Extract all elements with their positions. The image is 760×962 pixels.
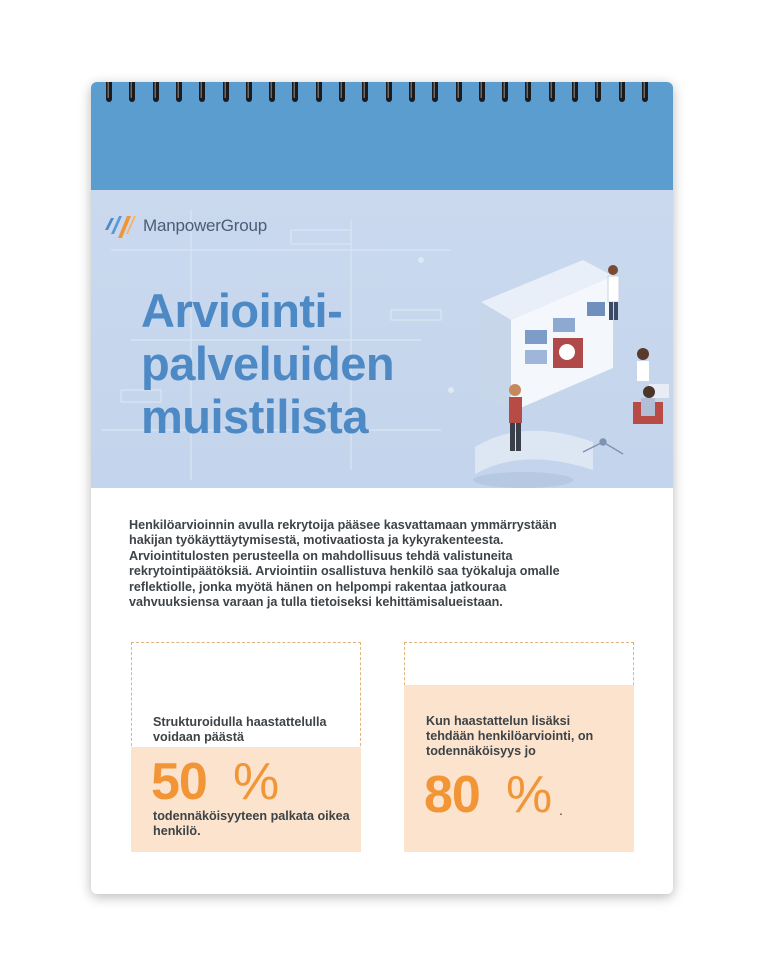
binding-ring (337, 82, 347, 104)
binding-ring (477, 82, 487, 104)
binding-ring (267, 82, 277, 104)
binding-ring (384, 82, 394, 104)
card1-tail: todennäköisyyteen palkata oikea henkilö. (153, 809, 350, 838)
binding-ring (127, 82, 137, 104)
spiral-binding (104, 82, 664, 106)
binding-ring (430, 82, 440, 104)
stat-card-50 (131, 642, 361, 852)
binding-ring (360, 82, 370, 104)
binding-ring (570, 82, 580, 104)
checklist-page (91, 82, 673, 894)
title-line-1: Arviointi- (141, 284, 343, 337)
card2-tail: . (559, 802, 563, 818)
title-line-2: palveluiden (141, 337, 395, 390)
stat-card-80 (404, 642, 634, 852)
binding-ring (104, 82, 114, 104)
card2-value: 80 (424, 766, 480, 824)
binding-ring (244, 82, 254, 104)
assessment-lab-illustration (463, 242, 673, 488)
binding-ring (197, 82, 207, 104)
card1-value: 50 (151, 753, 207, 811)
binding-ring (593, 82, 603, 104)
binding-ring (454, 82, 464, 104)
binding-ring (500, 82, 510, 104)
binding-ring (407, 82, 417, 104)
card1-unit: % (233, 753, 280, 811)
hero-section (91, 190, 673, 488)
binding-ring (640, 82, 650, 104)
title-line-3: muistilista (141, 390, 368, 443)
manpower-logo-icon (103, 212, 137, 240)
binding-ring (523, 82, 533, 104)
binding-ring (617, 82, 627, 104)
card2-lead: Kun haastattelun lisäksi tehdään henkilöarviointi, on todennäköisyys jo (426, 714, 594, 758)
card1-lead: Strukturoidulla haastattelulla voidaan päästä (153, 715, 327, 744)
manpowergroup-logo (103, 212, 267, 240)
binding-ring (547, 82, 557, 104)
binding-ring (314, 82, 324, 104)
brand-name: ManpowerGroup (143, 216, 268, 235)
intro-paragraph: Henkilöarvioinnin avulla rekrytoija pääsee kasvattamaan ymmärrystään hakijan työkäyttäytymisestä, motivaatiosta ja kykyrakenteesta. Arviointitulosten perusteella on mahdollisuus tehdä valistuneita rekrytointipäätöksiä. Arviointiin osallistuva henkilö saa työkaluja omalle reflektiolle, jonka myötä hänen on helpompi rakentaa jatkouraa vahvuuksiensa varaan ja tulla tietoiseksi kehittämisalueistaan. (129, 518, 560, 610)
card2-unit: % (506, 766, 553, 824)
page-title (141, 284, 394, 443)
binding-ring (151, 82, 161, 104)
binding-ring (290, 82, 300, 104)
binding-ring (221, 82, 231, 104)
binding-ring (174, 82, 184, 104)
